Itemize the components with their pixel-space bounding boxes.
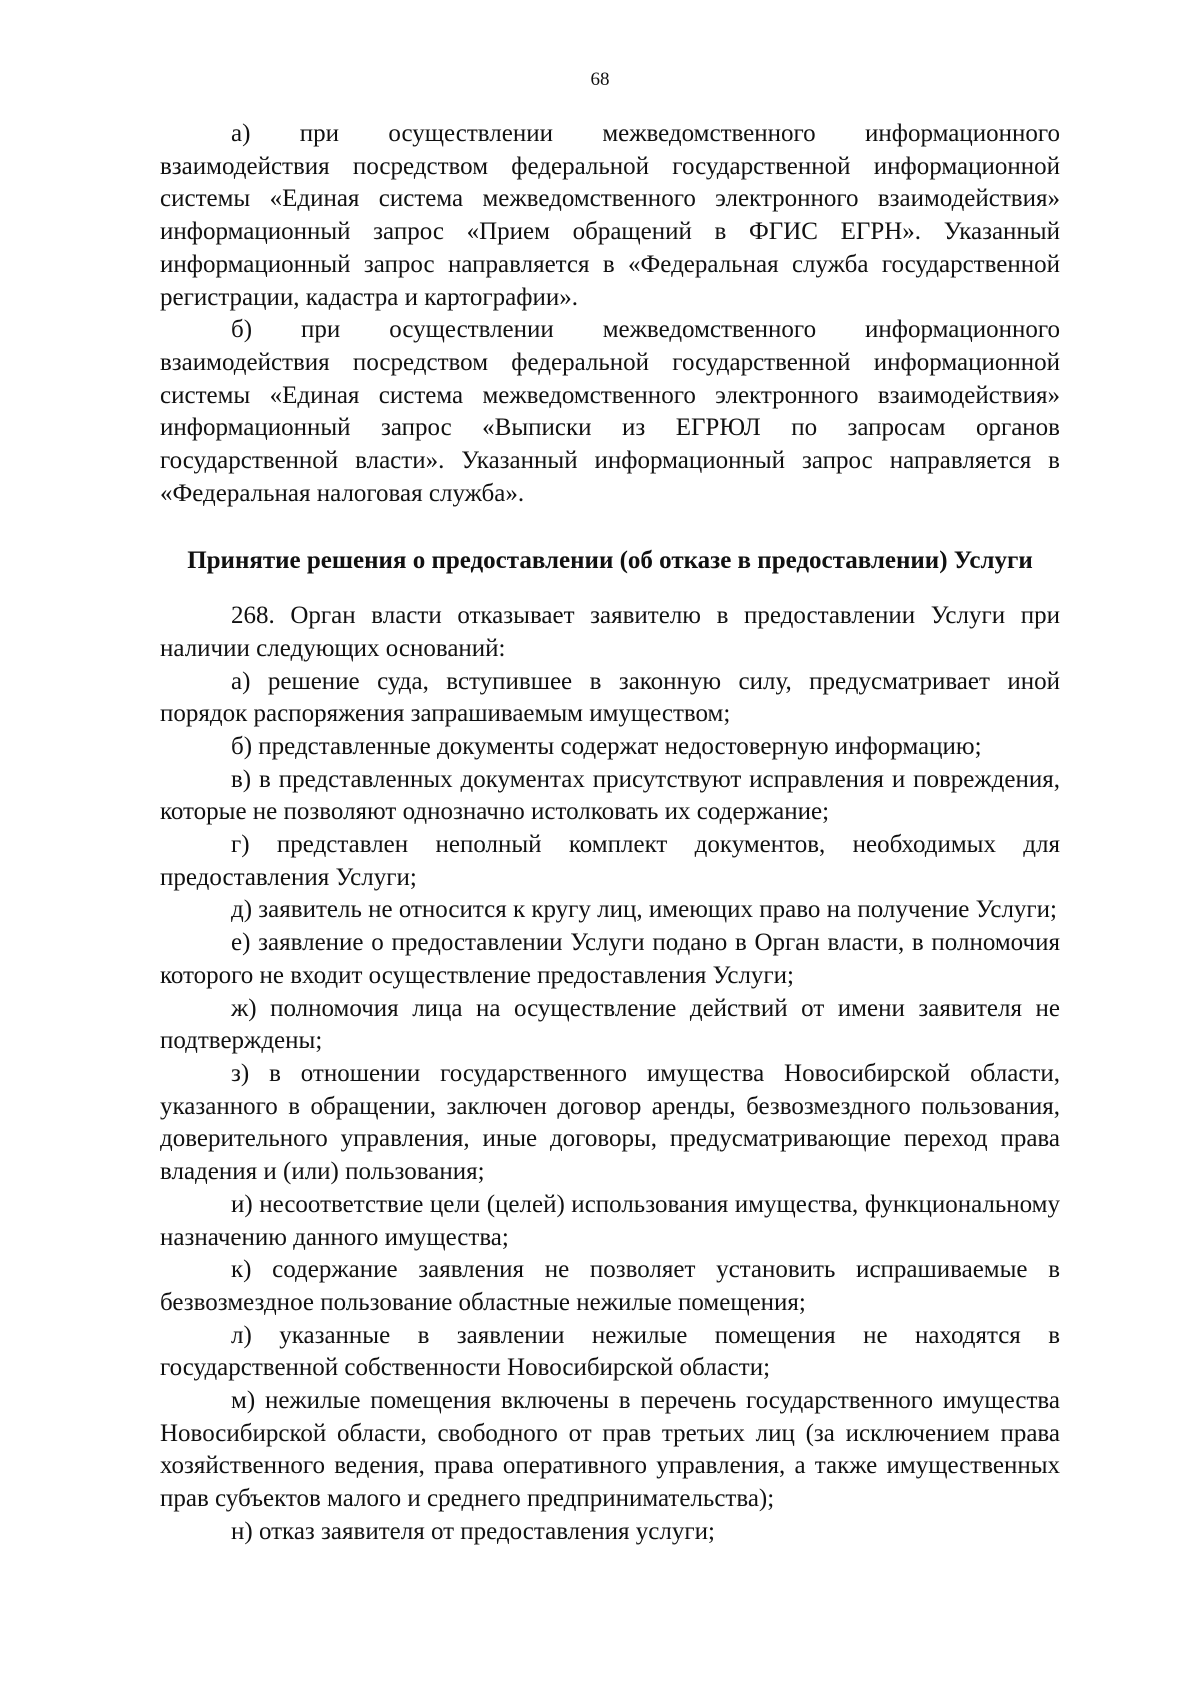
refusal-ground-zh: ж) полномочия лица на осуществление действий от имени заявителя не подтверждены; [160, 994, 1060, 1055]
refusal-ground-a: а) решение суда, вступившее в законную силу, предусматривает иной порядок распоряжения запрашиваемым имуществом; [160, 667, 1060, 728]
refusal-ground-d: д) заявитель не относится к кругу лиц, имеющих право на получение Услуги; [231, 896, 1058, 924]
refusal-ground-m: м) нежилые помещения включены в перечень государственного имущества Новосибирской области, свободного от прав третьих лиц (за исключением права хозяйственного ведения, права оперативного управления, а также имущественных прав субъектов малого и среднего предпринимательства); [160, 1387, 1060, 1513]
refusal-ground-n: н) отказ заявителя от предоставления услуги; [231, 1517, 715, 1545]
page-content [160, 118, 1060, 1549]
refusal-ground-l: л) указанные в заявлении нежилые помещения не находятся в государственной собственности Новосибирской области; [160, 1321, 1060, 1382]
paragraph-268: 268. Орган власти отказывает заявителю в предоставлении Услуги при наличии следующих оснований: [160, 602, 1060, 662]
refusal-ground-k: к) содержание заявления не позволяет установить испрашиваемые в безвозмездное пользование областные нежилые помещения; [160, 1256, 1060, 1316]
refusal-ground-i: и) несоответствие цели (целей) использования имущества, функциональному назначению данного имущества; [160, 1190, 1060, 1251]
paragraph-item-b-egrul: б) при осуществлении межведомственного информационного взаимодействия посредством федеральной государственной информационной системы «Единая система межведомственного электронного взаимодействия» информационный запрос «Выписки из ЕГРЮЛ по запросам органов государственной власти». Указанный информационный запрос направляется в «Федеральная налоговая служба». [160, 316, 1060, 507]
refusal-ground-v: в) в представленных документах присутствуют исправления и повреждения, которые не позволяют однозначно истолковать их содержание; [160, 765, 1060, 826]
paragraph-item-a-egrn: а) при осуществлении межведомственного информационного взаимодействия посредством федеральной государственной информационной системы «Единая система межведомственного электронного взаимодействия» информационный запрос «Прием обращений в ФГИС ЕГРН». Указанный информационный запрос направляется в «Федеральная служба государственной регистрации, кадастра и картографии». [160, 120, 1060, 311]
section-heading: Принятие решения о предоставлении (об отказе в предоставлении) Услуги [187, 547, 1033, 575]
refusal-ground-g: г) представлен неполный комплект документов, необходимых для предоставления Услуги; [160, 831, 1060, 891]
refusal-ground-z: з) в отношении государственного имущества Новосибирской области, указанного в обращении, заключен договор аренды, безвозмездного пользования, доверительного управления, иные договоры, предусматривающие переход права владения и (или) пользования; [160, 1059, 1060, 1186]
page-number: 68 [590, 69, 610, 90]
refusal-ground-e: е) заявление о предоставлении Услуги подано в Орган власти, в полномочия которого не входит осуществление предоставления Услуги; [160, 929, 1060, 989]
refusal-ground-b: б) представленные документы содержат недостоверную информацию; [231, 732, 982, 760]
